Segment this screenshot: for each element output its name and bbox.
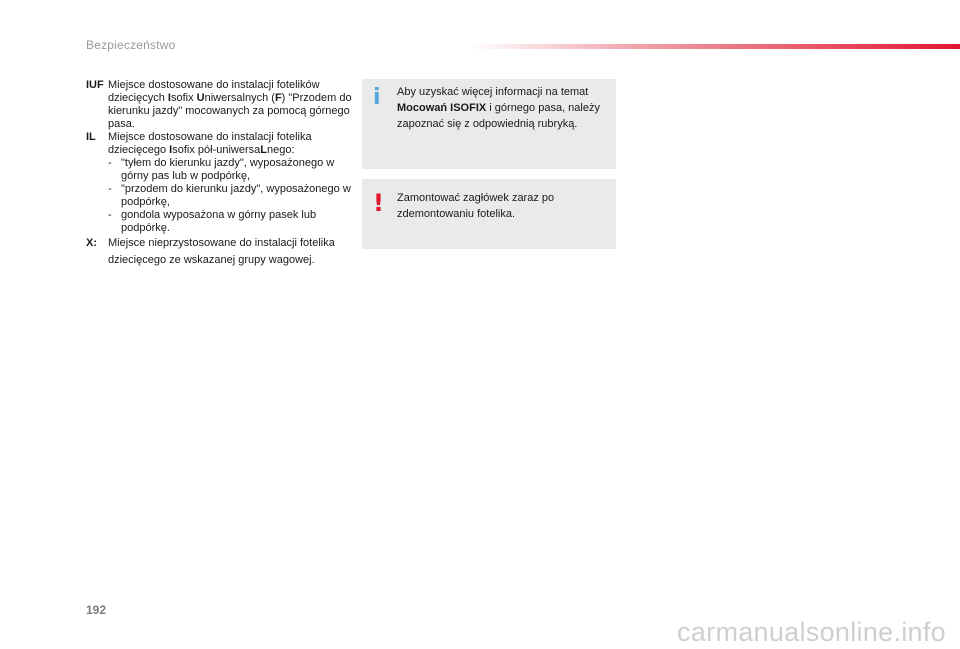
definitions-column xyxy=(86,79,354,269)
info-bold-term: Mocowań ISOFIX xyxy=(397,102,487,114)
il-text-part: sofix pół-uniwersa xyxy=(172,144,261,156)
definition-text-iuf xyxy=(108,79,354,131)
page-number: 192 xyxy=(86,603,107,617)
info-text-part: Aby uzyskać więcej informacji na temat xyxy=(397,86,589,98)
definition-term-il: IL xyxy=(86,131,96,143)
iuf-text-part: sofix xyxy=(170,92,197,104)
info-note-text xyxy=(397,84,608,132)
iuf-text-part: Miejsce dostosowane do instalacji fotelików dziecięcych xyxy=(108,79,320,104)
il-text-part: nego: xyxy=(267,144,295,156)
section-title: Bezpieczeństwo xyxy=(86,38,176,52)
warning-icon: ! xyxy=(373,189,384,217)
definition-text-x: Miejsce nieprzystosowane do instalacji fotelika dziecięcego ze wskazanej grupy wagowej. xyxy=(108,237,335,266)
bullet-text: "przodem do kierunku jazdy", wyposażonego w podpórkę, xyxy=(121,183,351,208)
iuf-bold-letter: F xyxy=(274,92,282,104)
bullet-text: gondola wyposażona w górny pasek lub podpórkę. xyxy=(121,209,317,234)
iuf-text-part: niwersalnych ( xyxy=(204,92,275,104)
watermark: carmanualsonline.info xyxy=(677,617,946,647)
warning-note-box xyxy=(362,179,616,249)
list-item xyxy=(108,157,354,183)
il-bullet-list xyxy=(108,157,354,235)
definition-text-il xyxy=(108,131,354,157)
bullet-dash: - xyxy=(108,209,112,221)
definition-term-x: X: xyxy=(86,237,97,249)
warning-note-text: Zamontować zagłówek zaraz po zdemontowaniu fotelika. xyxy=(397,192,555,220)
list-item xyxy=(108,183,354,209)
il-bold-letter: I xyxy=(169,144,173,156)
bullet-dash: - xyxy=(108,157,112,169)
info-note-box xyxy=(362,79,616,169)
definition-term-iuf: IUF xyxy=(86,79,104,91)
definition-x xyxy=(86,235,354,269)
list-item xyxy=(108,209,354,235)
il-text-part: Miejsce dostosowane do instalacji fotelika dziecięcego xyxy=(108,131,312,156)
info-text-part: i górnego pasa, należy zapoznać się z odpowiednią rubryką. xyxy=(397,102,600,130)
iuf-text-part: ) "Przodem do kierunku jazdy" mocowanych za pomocą górnego pasa. xyxy=(108,92,352,130)
iuf-bold-letter: I xyxy=(167,92,171,104)
iuf-bold-letter: U xyxy=(196,92,205,104)
definition-iuf xyxy=(86,79,354,131)
bullet-text: "tyłem do kierunku jazdy", wyposażonego w górny pas lub w podpórkę, xyxy=(121,157,335,182)
bullet-dash: - xyxy=(108,183,112,195)
info-icon: i xyxy=(373,85,381,110)
definition-il xyxy=(86,131,354,235)
header-gradient-rule xyxy=(470,44,960,49)
il-bold-letter: L xyxy=(260,144,267,156)
